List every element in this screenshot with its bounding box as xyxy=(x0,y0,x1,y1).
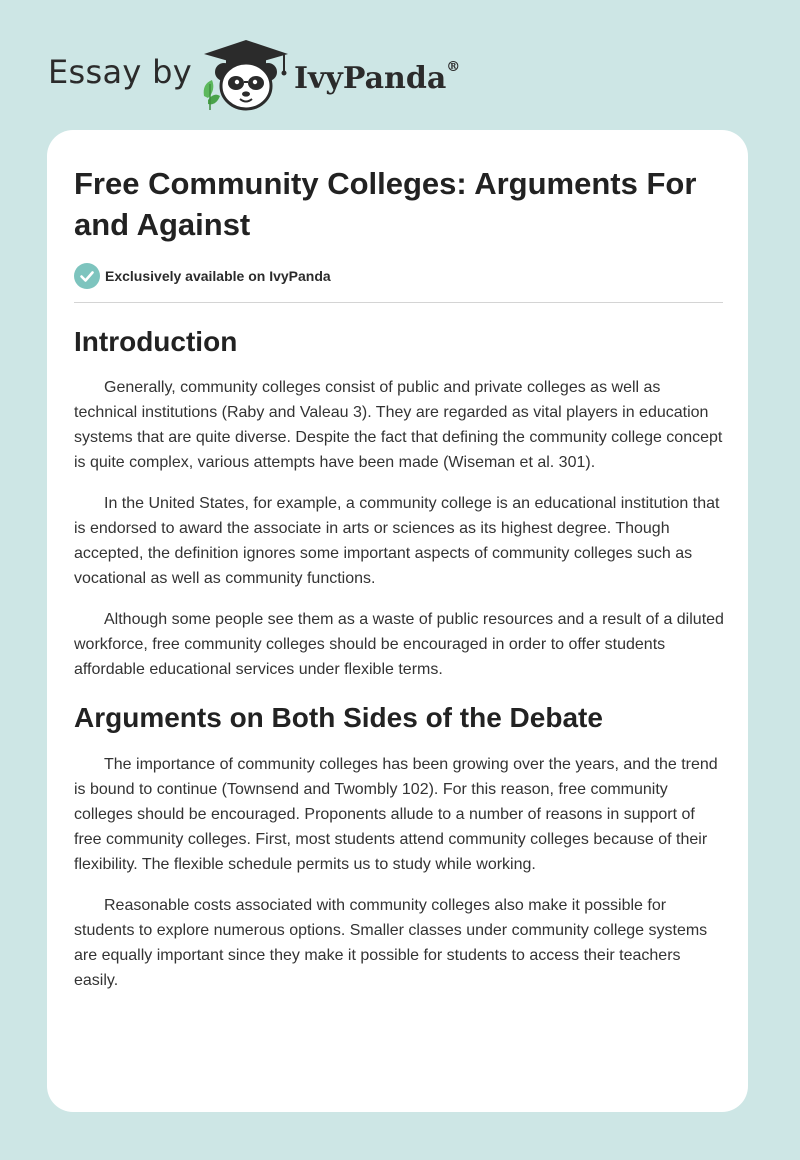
panda-graduate-icon[interactable] xyxy=(200,36,292,112)
section-heading-arguments: Arguments on Both Sides of the Debate xyxy=(74,702,603,733)
essay-card xyxy=(47,130,748,1112)
page-title: Free Community Colleges: Arguments For and Against xyxy=(74,166,697,242)
brand-name[interactable]: IvyPanda® xyxy=(293,58,461,96)
exclusive-badge xyxy=(74,263,331,289)
essay-body xyxy=(74,322,724,1009)
paragraph: The importance of community colleges has been growing over the years, and the trend is bound to continue (Townsend and Twombly 102). For this reason, free community colleges should be encouraged. Proponents allude to a number of reasons in support of free community colleges. First, most students attend community colleges because of their flexibility. The flexible schedule permits us to study while working. xyxy=(74,756,718,873)
essay-by-label: Essay by xyxy=(48,53,192,91)
paragraph: Reasonable costs associated with community colleges also make it possible for students to explore numerous options. Smaller classes under community college systems are equally important since they make it possible for students to access their teachers easily. xyxy=(74,897,708,989)
section-heading-introduction: Introduction xyxy=(74,326,238,357)
site-header xyxy=(48,34,460,114)
paragraph: Generally, community colleges consist of public and private colleges as well as technical institutions (Raby and Valeau 3). They are regarded as vital players in education systems that are quite diverse. Despite the fact that defining the community college concept is quite complex, various attempts have been made (Wiseman et al. 301). xyxy=(74,379,723,471)
registered-mark: ® xyxy=(446,58,461,75)
check-circle-icon xyxy=(74,263,100,289)
paragraph: Although some people see them as a waste of public resources and a result of a diluted workforce, free community colleges should be encouraged in order to offer students affordable educational services under flexible terms. xyxy=(74,611,724,678)
title-divider xyxy=(74,302,723,303)
exclusive-badge-text: Exclusively available on IvyPanda xyxy=(105,268,331,284)
paragraph: In the United States, for example, a community college is an educational institution that is endorsed to award the associate in arts or sciences as its highest degree. Though accepted, the definition ignores some important aspects of community colleges such as vocational as well as community functions. xyxy=(74,495,720,587)
